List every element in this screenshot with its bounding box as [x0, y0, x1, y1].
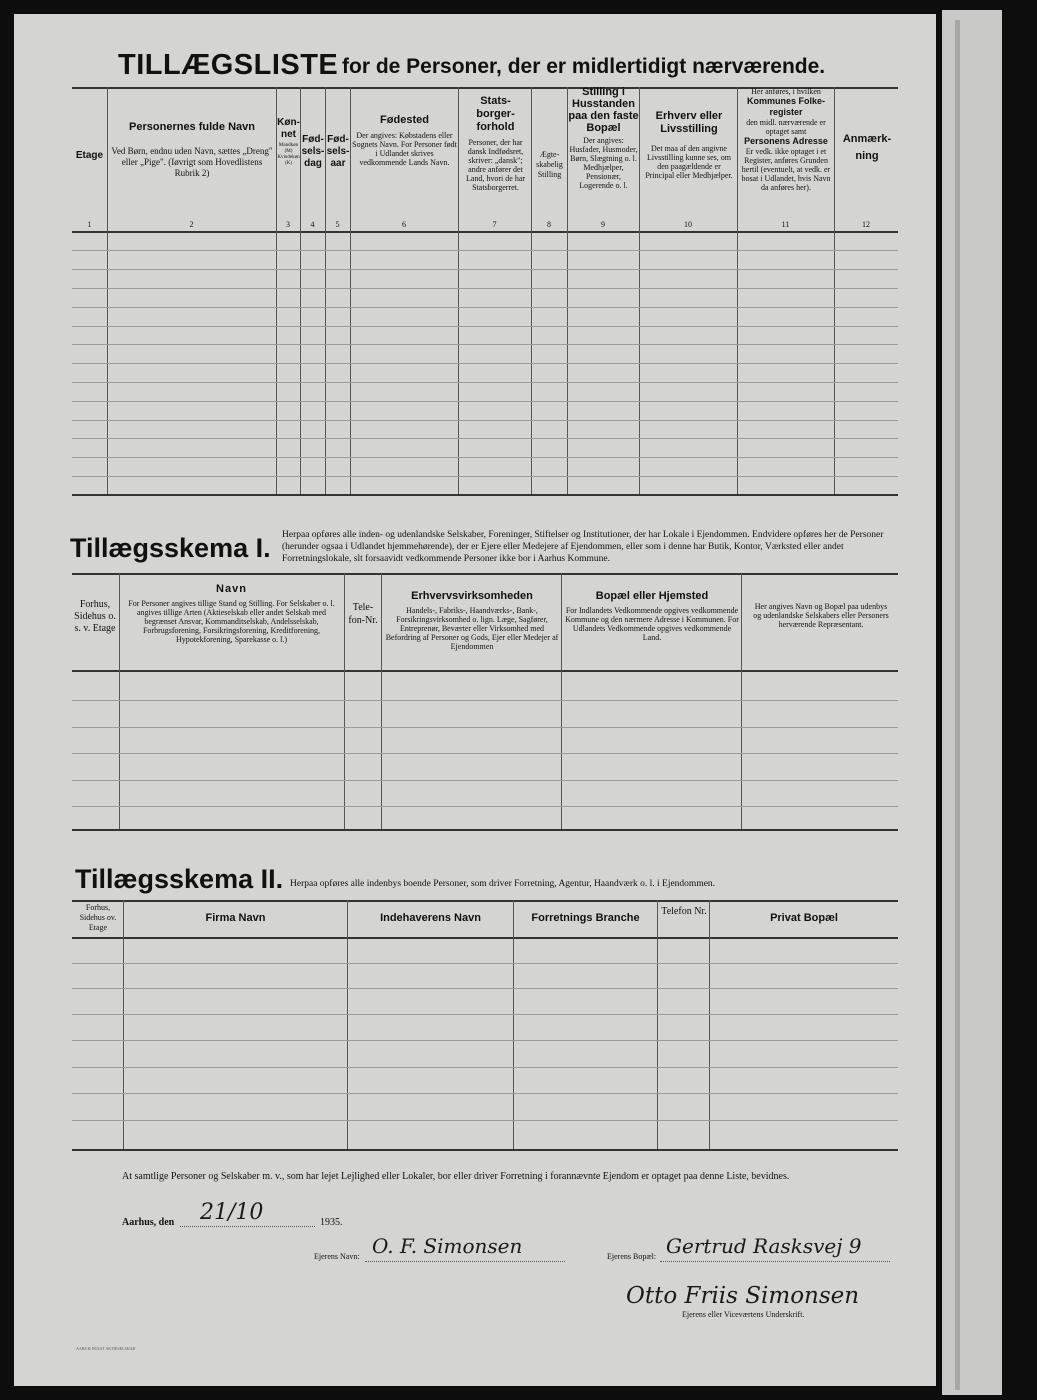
s2-header-border [72, 937, 898, 939]
t1-row-line [72, 269, 898, 270]
year: 1935. [320, 1217, 343, 1228]
schema1-description: Herpaa opføres alle inden- og udenlandske Selskaber, Foreninger, Stiftelser og Institutioner, der har Lokale i Ejendommen. Endvidere opføres her de Personer (herunder ogsaa i Udlandet hjemmehørende), der er Ejere eller Medejere af Ejendommen, eller som i denne har Butik, Kontor, Værksted eller andet Forretningslokale, slt forsaavidt vedkommende Personer ikke bor i Aarhus Kommune. [282, 530, 884, 564]
s2-row-line [72, 1120, 898, 1121]
t1-bottom-border [72, 494, 898, 496]
s2-header-telefon: Telefon Nr. [661, 906, 707, 917]
owner-address-line [660, 1261, 890, 1262]
t1-header-statsborger-title: Stats-borger-forhold [476, 95, 515, 133]
s1-header-navn-title: Navn [216, 583, 247, 595]
form-subtitle: for de Personer, der er midlertidigt nærværende. [342, 55, 826, 78]
s2-header-indehaver: Indehaverens Navn [380, 912, 481, 924]
t1-header-fodselsaar: Fød-sels-aar [326, 134, 350, 169]
t1-col-number: 9 [601, 220, 605, 229]
t1-header-erhverv-title: Erhverv eller Livsstilling [655, 110, 723, 135]
s1-header-telefon: Tele-fon-Nr. [348, 602, 378, 626]
next-page-edge [942, 10, 1002, 1395]
t1-header-folkeregister-note: Er vedk. ikke optaget i et Register, anføres Grunden hertil (eventuelt, at vedk. er bosat i Udlandet, hvis Navn da anføres her). [741, 147, 831, 192]
signature-label: Ejerens eller Viceværtens Underskrift. [682, 1310, 805, 1319]
t1-col-number: 4 [310, 220, 315, 229]
s2-row-line [72, 988, 898, 989]
s1-top-border [72, 573, 898, 575]
s1-row-line [72, 700, 898, 701]
t1-header-statsborger-note: Personer, der har dansk Indfødsret, skriver: „dansk"; andre anfører det Land, hvori de har Statsborgerret. [465, 138, 526, 192]
t1-row-line [72, 476, 898, 477]
t1-header-stilling-note: Der angives: Husfader, Husmoder, Børn, Slægtning o. l. Medhjælper, Pensionær, Logerende o. l. [569, 136, 638, 190]
schema2-description: Herpaa opføres alle indenbys boende Personer, som driver Forretning, Agentur, Haandværk o. l. i Ejendommen. [290, 879, 716, 889]
s2-row-line [72, 1040, 898, 1041]
t1-header-statsborger [460, 95, 531, 192]
t1-row-line [72, 382, 898, 383]
t1-col-divider [834, 87, 835, 494]
form-title: TILLÆGSLISTE [118, 49, 339, 81]
attestation-statement: At samtlige Personer og Selskaber m. v., som har lejet Lejlighed eller Lokaler, bor eller driver Forretning i forannævnte Ejendom er optaget paa denne Liste, bevidnes. [122, 1171, 790, 1182]
s2-row-line [72, 1014, 898, 1015]
t1-col-divider [531, 87, 532, 494]
t1-header-konnet-title: Køn-net [277, 117, 300, 140]
t1-row-line [72, 401, 898, 402]
date-line [180, 1226, 315, 1227]
s1-col-divider [561, 573, 562, 829]
caretaker-signature: Otto Friis Simonsen [626, 1283, 860, 1309]
owner-address-handwritten: Gertrud Rasksvej 9 [666, 1234, 862, 1258]
owner-name-signature: O. F. Simonsen [372, 1234, 523, 1258]
s1-row-line [72, 806, 898, 807]
s2-col-divider [347, 900, 348, 1149]
s1-header-repraesentant: Her angives Navn og Bopæl paa udenbys og udenlandske Selskabers eller Personers herværende Repræsentant. [753, 602, 889, 629]
s1-col-divider [344, 573, 345, 829]
t1-header-fodested [352, 114, 457, 167]
s2-col-divider [123, 900, 124, 1149]
schema1-title: Tillægsskema I. [70, 533, 271, 563]
t1-header-fodselsdag: Fød-sels-dag [301, 134, 325, 169]
t1-header-folkeregister-pre: Her anføres, i hvilken [751, 87, 821, 96]
t1-header-navn-title: Personernes fulde Navn [129, 121, 255, 133]
t1-row-line [72, 344, 898, 345]
t1-col-divider [458, 87, 459, 494]
t1-header-stilling [568, 86, 639, 190]
s2-header-firma: Firma Navn [205, 912, 266, 924]
s1-col-divider [381, 573, 382, 829]
t1-row-line [72, 438, 898, 439]
s2-row-line [72, 1067, 898, 1068]
t1-col-divider [107, 87, 108, 494]
t1-row-line [72, 420, 898, 421]
s1-row-line [72, 727, 898, 728]
owner-address-label: Ejerens Bopæl: [607, 1252, 657, 1261]
t1-col-number: 6 [402, 220, 406, 229]
owner-name-label: Ejerens Navn: [314, 1252, 360, 1261]
t1-header-erhverv-note: Det maa af den angivne Livsstilling kunne ses, om den paagældende er Principal eller Medhjælper. [645, 144, 733, 180]
t1-col-divider [639, 87, 640, 494]
s2-header-branche: Forretnings Branche [531, 912, 640, 924]
t1-header-aegteskabelig: Ægte-skabelig Stilling [536, 150, 563, 179]
t1-header-konnet-note: Mandkøn (M) Kvindekøn (K) [277, 143, 300, 166]
date-handwritten: 21/10 [200, 1200, 264, 1225]
s2-row-line [72, 963, 898, 964]
t1-header-folkeregister-mid: den midl. nærværende er optaget samt [746, 118, 826, 136]
t1-col-number: 8 [547, 220, 551, 229]
s1-col-divider [119, 573, 120, 829]
t1-col-number: 10 [684, 220, 692, 229]
s2-header-bopael: Privat Bopæl [770, 912, 838, 924]
printer-imprint: AARS & HOLST AKTIESELSKAB [76, 1346, 136, 1351]
schema2-title: Tillægsskema II. [75, 864, 284, 894]
s2-header-etage: Forhus, Sidehus ov. Etage [79, 903, 117, 932]
t1-header-fodested-title: Fødested [380, 114, 429, 126]
t1-row-line [72, 250, 898, 251]
t1-col-divider [350, 87, 351, 494]
t1-row-line [72, 326, 898, 327]
t1-header-navn-note: Ved Børn, endnu uden Navn, sættes „Dreng" eller „Pige". (Iøvrigt som Hovedlistens Rubrik 2) [111, 146, 273, 178]
t1-header-folkeregister-title: Kommunes Folke-register [746, 96, 825, 117]
s1-header-etage: Forhus, Sidehus o. s. v. Etage [74, 599, 116, 634]
t1-row-line [72, 457, 898, 458]
s1-header-erhverv [384, 590, 560, 651]
s1-header-navn-note: For Personer angives tillige Stand og Stilling. For Selskaber o. l. angives tillige Arten (Aktieselskab eller andet Selskab med begrænset Ansvar, Kommanditselskab, Andelsselskab, Forbrugsforening, Forsikringsforening, Kreditforening, Hypotekforening, Sparekasse o. l.) [128, 599, 335, 644]
t1-header-folkeregister-h2: Personens Adresse [744, 136, 828, 146]
s1-header-bopael-title: Bopæl eller Hjemsted [595, 590, 709, 602]
s2-col-divider [657, 900, 658, 1149]
s1-header-navn [121, 583, 342, 644]
t1-header-border [72, 231, 898, 233]
s1-row-line [72, 780, 898, 781]
s1-header-erhverv-title: Erhvervsvirksomheden [411, 590, 533, 602]
s1-header-bopael-note: For Indlandets Vedkommende opgives vedkommende Kommune og den nærmere Adresse i Kommunen. For Udlandets Vedkommende opgives vedkommende Land. [565, 606, 739, 642]
s2-top-border [72, 900, 898, 902]
s1-header-erhverv-note: Handels-, Fabriks-, Haandværks-, Bank-, Forsikringsvirksomhed o. lign. Læge, Sagfører, Entreprenør, Beværter eller Virksomhed med Befordring af Personer og Gods, Ejer eller Medejer af Ejendommen [385, 606, 559, 651]
t1-col-number: 1 [87, 220, 92, 229]
s1-col-divider [741, 573, 742, 829]
t1-col-number: 12 [862, 220, 870, 229]
t1-header-erhverv [642, 110, 736, 180]
t1-row-line [72, 363, 898, 364]
s1-row-line [72, 753, 898, 754]
t1-row-line [72, 288, 898, 289]
t1-header-stilling-title: Stilling i Husstanden paa den faste Bopæl [568, 86, 639, 134]
t1-header-anmaerkning: Anmærk-ning [842, 133, 892, 162]
place-label: Aarhus, den [122, 1217, 175, 1228]
t1-col-number: 3 [286, 220, 290, 229]
s1-header-bopael [564, 590, 740, 642]
t1-col-number: 2 [189, 220, 194, 229]
t1-header-folkeregister [738, 87, 834, 192]
s2-col-divider [513, 900, 514, 1149]
t1-col-number: 5 [335, 220, 340, 229]
s1-header-border [72, 670, 898, 672]
t1-col-number: 11 [781, 220, 790, 229]
s2-bottom-border [72, 1149, 898, 1151]
t1-header-fodested-note: Der angives: Købstadens eller Sognets Navn. For Personer født i Udlandet skrives vedkommende Lands Navn. [352, 131, 457, 167]
t1-header-konnet [277, 117, 300, 167]
page-fold [955, 20, 960, 1390]
owner-name-line [365, 1261, 565, 1262]
t1-row-line [72, 307, 898, 308]
t1-header-etage: Etage [75, 150, 104, 161]
s1-bottom-border [72, 829, 898, 831]
t1-header-navn [110, 121, 274, 179]
s2-col-divider [709, 900, 710, 1149]
s2-row-line [72, 1093, 898, 1094]
t1-col-number: 7 [492, 220, 497, 229]
